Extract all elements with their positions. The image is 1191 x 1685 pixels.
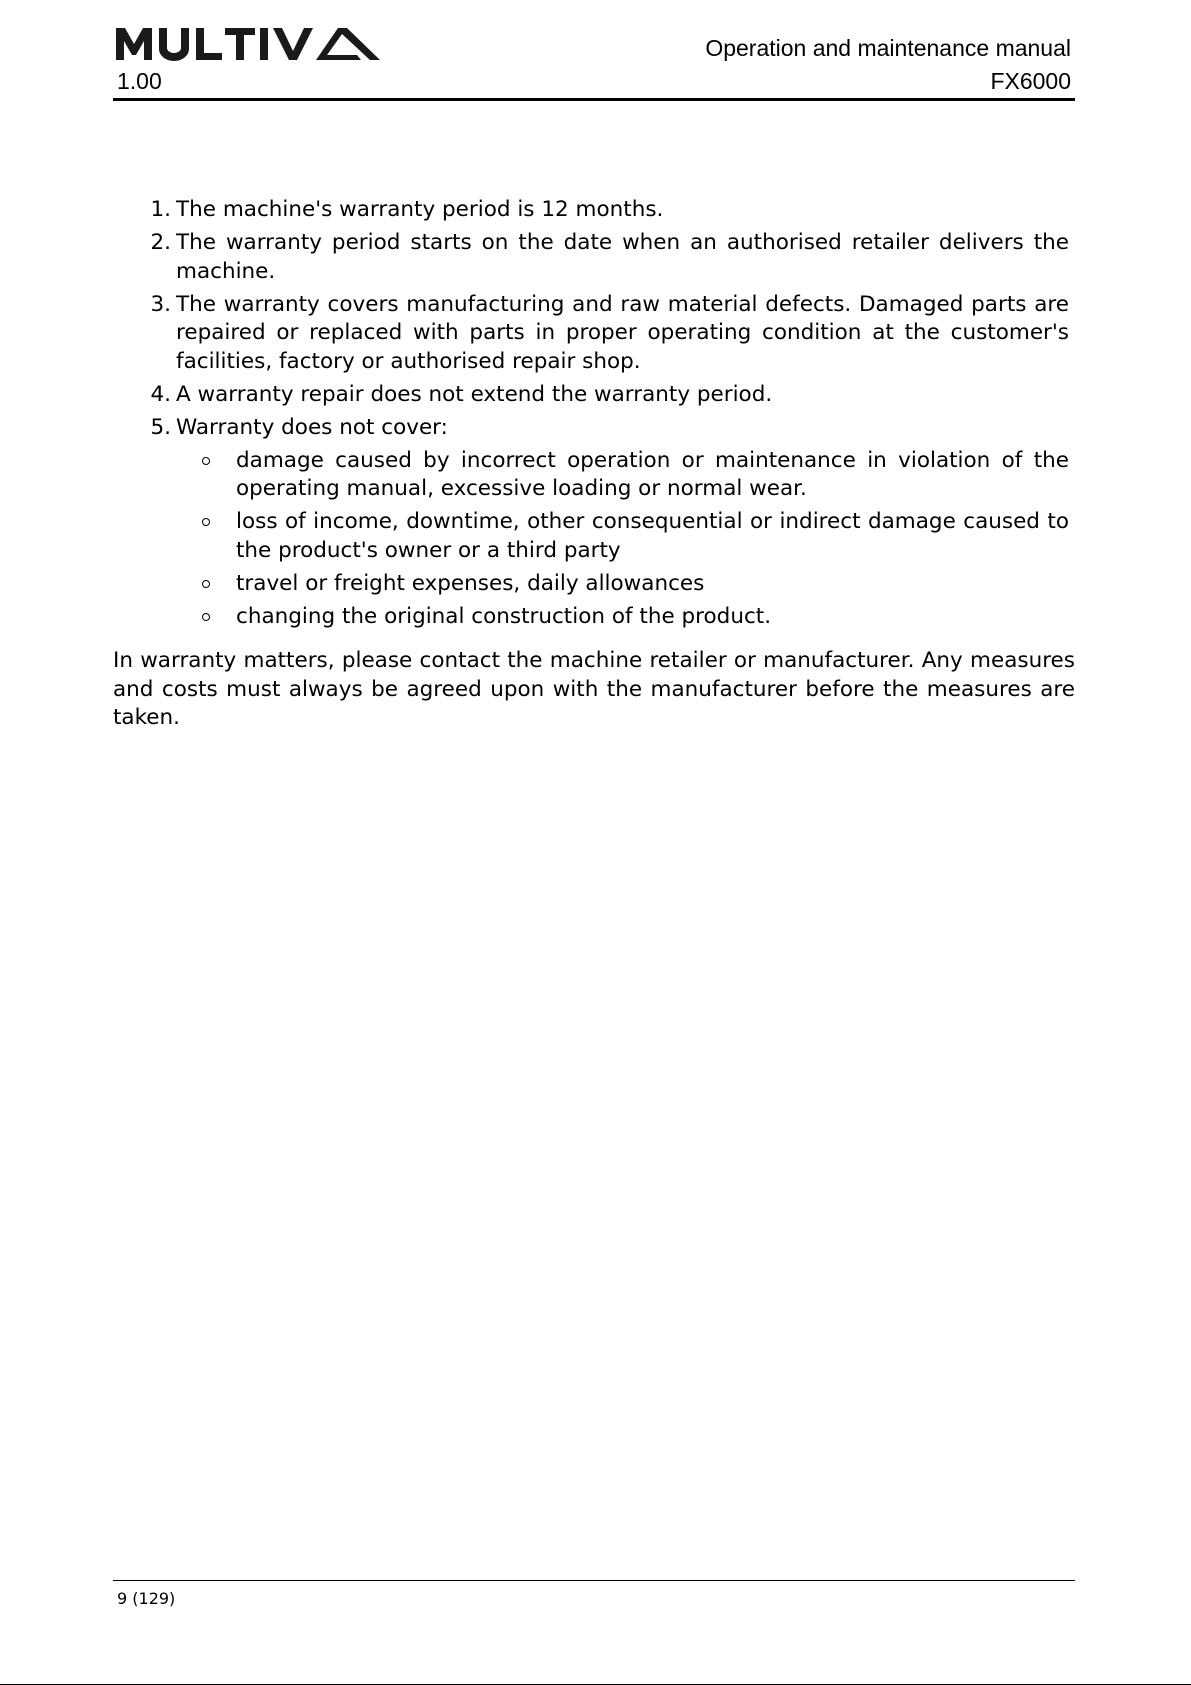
page-number: 9 (129): [117, 1589, 176, 1608]
exclusion-item: loss of income, downtime, other consequential or indirect damage caused to the product's owner or a third party: [236, 508, 1069, 565]
exclusion-item: damage caused by incorrect operation or maintenance in violation of the operating manual, excessive loading or normal wear.: [236, 447, 1069, 504]
term-text: The warranty period starts on the date when an authorised retailer delivers the machine.: [176, 230, 1069, 284]
warranty-exclusions-list: [176, 447, 1069, 632]
term-number: 3.: [150, 291, 171, 317]
term-text: The machine's warranty period is 12 months.: [176, 197, 664, 222]
footer-divider: [113, 1580, 1075, 1581]
term-number: 2.: [150, 230, 171, 255]
document-version: 1.00: [117, 68, 162, 94]
warranty-term: [150, 414, 1069, 632]
warranty-term: [150, 196, 1069, 225]
contact-paragraph: In warranty matters, please contact the machine retailer or manufacturer. Any measures and costs must always be agreed upon with the manufacturer before the measures are taken.: [113, 648, 1075, 730]
term-text: A warranty repair does not extend the warranty period.: [176, 381, 773, 407]
term-number: 5.: [150, 414, 171, 440]
multiva-logo: [116, 22, 382, 62]
document-title: Operation and maintenance manual: [705, 35, 1071, 61]
warranty-section: [113, 196, 1075, 733]
exclusion-item: travel or freight expenses, daily allowances: [236, 570, 1069, 599]
page-header: [113, 18, 1075, 102]
header-divider: [113, 98, 1075, 101]
term-text: Warranty does not cover:: [176, 414, 448, 440]
warranty-term: [150, 229, 1069, 286]
term-number: 1.: [150, 197, 171, 222]
warranty-term: [150, 291, 1069, 377]
machine-model: FX6000: [990, 68, 1071, 94]
term-number: 4.: [150, 381, 171, 407]
term-text: The warranty covers manufacturing and raw material defects. Damaged parts are repaired or replaced with parts in proper operating condition at the customer's facilities, factory or authorised repair shop.: [176, 291, 1069, 374]
warranty-term: [150, 381, 1069, 410]
exclusion-item: changing the original construction of the product.: [236, 603, 1069, 632]
warranty-terms-list: [113, 196, 1075, 631]
